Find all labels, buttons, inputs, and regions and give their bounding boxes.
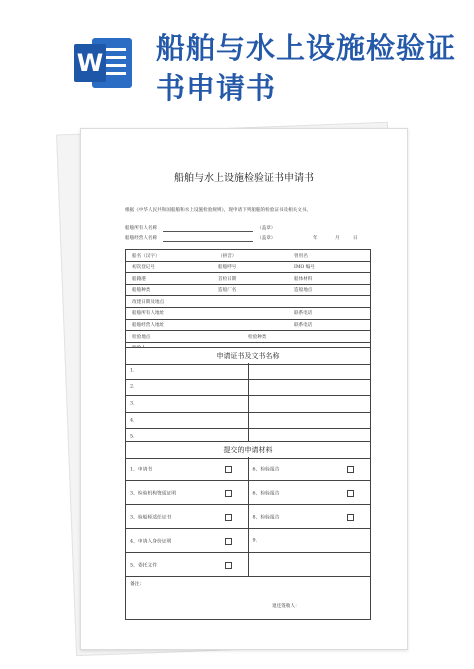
date-day: 日 [353,236,358,241]
cert-cell[interactable] [248,380,371,396]
material-cell [248,553,371,576]
cert-cell[interactable] [126,380,248,396]
material-cell [126,553,248,576]
info-row [126,262,370,274]
info-field-label: （拼音） [218,253,237,259]
ship-info-grid [125,249,371,354]
info-field-label: 船体材料 [294,276,313,282]
cert-cell[interactable] [126,396,248,412]
cert-row [126,380,370,397]
signature-label: 退还签收人： [272,604,300,609]
info-field-label: 船籍港 [132,276,146,282]
cert-section-heading: 申请证书及文书名称 [125,347,371,365]
material-label: 6、检验报告 [252,491,280,496]
material-row [126,457,370,481]
material-cell [126,457,248,480]
material-row [126,481,370,505]
notes-row [126,577,370,619]
info-field-label: 造船地点 [294,288,313,294]
info-field-label: 检验地点 [132,334,151,340]
cert-cell[interactable] [248,363,371,379]
document-title: 船舶与水上设施检验证书申请书 [174,173,314,184]
info-field-label: 改建日期及地点 [132,299,165,305]
material-row [126,505,370,529]
material-label: 1、申请书 [130,467,153,472]
checkbox-icon[interactable] [347,514,354,521]
info-field-label: 初次登记号 [132,265,155,271]
info-field-label: 首检日期 [218,276,237,282]
banner [0,0,474,112]
info-row [126,285,370,297]
materials-section-heading: 提交的申请材料 [125,441,371,459]
info-row [126,331,370,343]
date-year: 年 [313,236,318,241]
checkbox-icon[interactable] [347,466,354,473]
cert-cell[interactable] [248,413,371,429]
info-field-label: 曾用名 [294,253,308,259]
checkbox-icon[interactable] [225,490,232,497]
material-cell [126,529,248,552]
owner-seal: （盖章） [257,226,276,231]
checkbox-icon[interactable] [347,490,354,497]
info-row [126,250,370,262]
material-cell [248,505,371,528]
info-row [126,320,370,332]
materials-table [125,457,371,620]
info-field-label: 联系电话 [294,311,313,317]
notes-label: 备注： [130,582,145,587]
cert-cell-text: 5. [130,434,135,440]
info-field-label: 检验种类 [248,334,267,340]
info-field-label: 船舶呼号 [218,265,237,271]
checkbox-icon[interactable] [225,562,232,569]
material-cell [126,505,248,528]
banner-title: 船舶与水上设施检验证书申请书 [156,31,457,105]
operator-label: 船舶经营人名称 [125,236,158,241]
material-cell [248,481,371,504]
cert-row [126,363,370,380]
material-label: 3、检验机构资质证明 [130,491,177,496]
info-field-label: 船名（汉字） [132,253,160,259]
material-label: 4、申请人身份证明 [130,539,172,544]
cert-cell[interactable] [126,413,248,429]
info-row [126,308,370,320]
cert-cell-text: 2. [130,384,135,390]
material-label: 6、检验报告 [252,467,280,472]
word-letter: W [74,44,106,82]
info-row [126,273,370,285]
material-label: 8、检验报告 [252,515,280,520]
cert-table [125,363,371,446]
material-cell [126,481,248,504]
info-row [126,296,370,308]
cert-cell-text: 3. [130,401,135,407]
checkbox-icon[interactable] [225,466,232,473]
info-field-label: IMO 编号 [294,265,315,271]
operator-seal: （盖章） [257,236,276,241]
info-field-label: 船舶经营人地址 [132,323,165,329]
owner-label: 船舶所有人名称 [125,226,158,231]
cert-cell-text: 4. [130,418,135,424]
date-month: 月 [335,236,340,241]
material-cell [248,529,371,552]
checkbox-icon[interactable] [225,514,232,521]
cert-cell-text: 1. [130,368,135,374]
cert-row [126,413,370,430]
material-label: 3、验船师适任证书 [130,515,172,520]
cert-row [126,396,370,413]
cert-cell[interactable] [248,396,371,412]
material-cell [248,457,371,480]
material-row [126,553,370,577]
word-document-icon [74,34,134,92]
material-label: 5、委托文件 [130,563,158,568]
info-field-label: 联系电话 [294,323,313,329]
info-field-label: 船舶所有人地址 [132,311,165,317]
info-field-label: 船舶种类 [132,288,151,294]
cert-cell[interactable] [126,363,248,379]
checkbox-icon[interactable] [225,538,232,545]
intro-paragraph: 根据《中华人民共和国船舶和水上设施检验规则》，现申请下列船舶的检验证书及相关文书。 [125,208,312,213]
material-row [126,529,370,553]
info-field-label: 造船厂名 [218,288,237,294]
document-page [80,128,408,650]
material-label: 9. [252,538,258,543]
